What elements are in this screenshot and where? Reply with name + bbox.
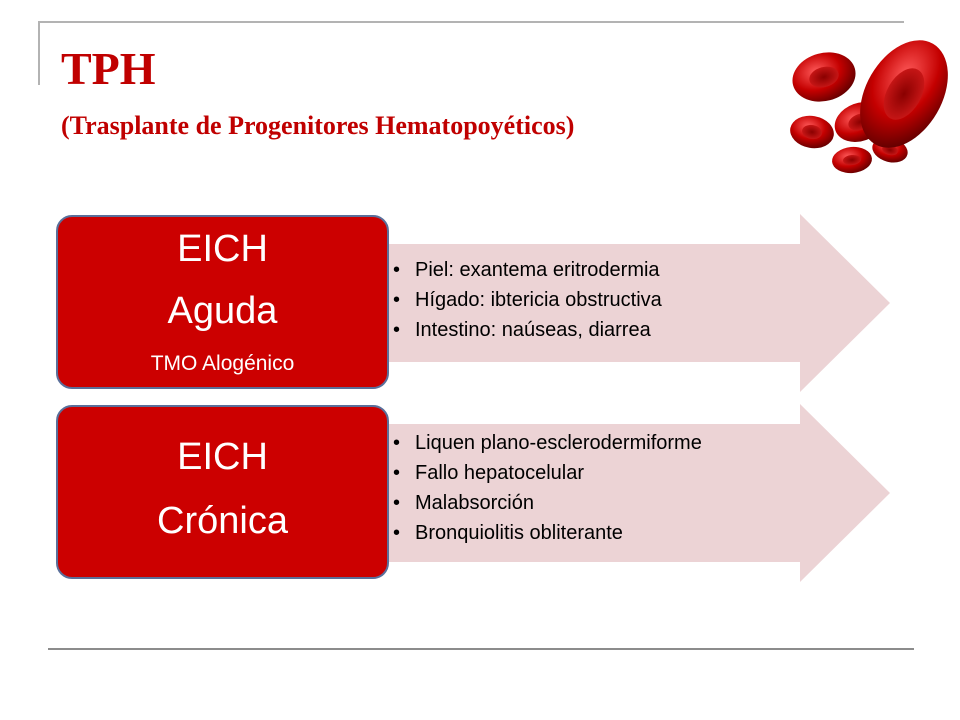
label-line: EICH — [177, 436, 268, 478]
chronic-gvhd-label — [56, 405, 389, 579]
acute-gvhd-label — [56, 215, 389, 389]
label-line: EICH — [177, 228, 268, 270]
red-blood-cells-icon — [782, 22, 960, 180]
list-item: • Liquen plano-esclerodermiforme — [390, 428, 702, 458]
slide-title: TPH — [61, 43, 156, 94]
chronic-symptom-list — [390, 428, 702, 548]
list-item: • Malabsorción — [390, 488, 702, 518]
list-item: • Piel: exantema eritrodermia — [390, 255, 662, 285]
list-item: • Bronquiolitis obliterante — [390, 518, 702, 548]
top-rule — [38, 21, 904, 23]
list-item: • Intestino: naúseas, diarrea — [390, 315, 662, 345]
left-rule — [38, 21, 40, 85]
bottom-rule — [48, 648, 914, 650]
slide-subtitle: (Trasplante de Progenitores Hematopoyéticos) — [61, 111, 575, 140]
label-line: Aguda — [167, 290, 278, 332]
list-item: • Hígado: ibtericia obstructiva — [390, 285, 662, 315]
label-subline: TMO Alogénico — [150, 352, 295, 375]
acute-symptom-list — [390, 255, 662, 345]
list-item: • Fallo hepatocelular — [390, 458, 702, 488]
label-line: Crónica — [157, 500, 288, 542]
